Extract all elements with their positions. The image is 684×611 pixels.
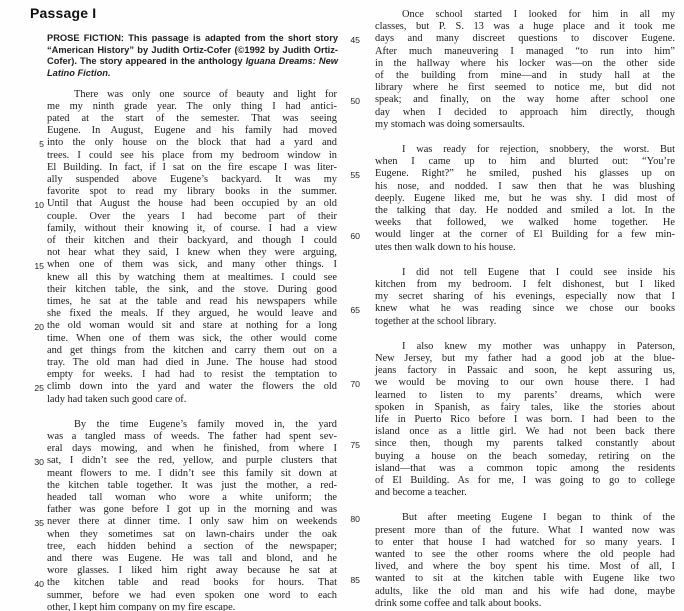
line-number: 50 bbox=[350, 96, 360, 106]
line-number bbox=[29, 369, 44, 381]
passage-line-row bbox=[346, 193, 675, 205]
passage-line-row bbox=[29, 431, 337, 443]
passage-line-row bbox=[346, 463, 675, 475]
line-number bbox=[346, 426, 360, 438]
passage-line-text: times, he sat at the table and read his newspapers while bbox=[47, 296, 337, 307]
passage-line-text: eral days mowing, and when he finished, from where I bbox=[47, 443, 337, 454]
passage-line-row bbox=[29, 492, 337, 504]
passage-line-text: the kitchen table and read books for hours. That bbox=[47, 577, 337, 588]
passage-line-row bbox=[346, 561, 675, 573]
passage-line-text: Until that August the house had been occupied by an old bbox=[47, 198, 337, 209]
line-number bbox=[346, 242, 360, 254]
line-number bbox=[346, 525, 360, 537]
passage-line-text: together at the school library. bbox=[375, 316, 497, 327]
line-number bbox=[346, 365, 360, 377]
passage-line-row bbox=[346, 181, 675, 193]
passage-line-text: and there was Eugene. He was tall and blond, and he bbox=[47, 553, 337, 564]
passage-line-text: would linger at the corner of El Building for a few min- bbox=[375, 229, 675, 240]
line-number bbox=[346, 451, 360, 463]
passage-line-text: day when I decided to approach him directly, though bbox=[375, 107, 675, 118]
passage-line-row bbox=[29, 455, 337, 468]
passage-line-text: deeply. Eugene liked me, but he was shy. I did most of bbox=[375, 193, 675, 204]
passage-line-text: I did not tell Eugene that I could see inside his bbox=[402, 267, 675, 278]
passage-line-text: of their kitchen and their backyard, and though I could bbox=[47, 235, 337, 246]
passage-line-row bbox=[29, 223, 337, 235]
passage-line-row bbox=[29, 577, 337, 590]
passage-line-row bbox=[346, 291, 675, 303]
passage-line-row bbox=[346, 353, 675, 365]
passage-line-text: weeks that followed, we walked home together. He bbox=[375, 217, 675, 228]
passage-line-text: time. When one of them was sick, the other would come bbox=[47, 333, 337, 344]
line-number: 25 bbox=[34, 383, 44, 393]
passage-line-text: kitchen from my bedroom. I felt dishonest, but I liked bbox=[375, 279, 675, 290]
line-number bbox=[29, 602, 44, 611]
passage-line-row bbox=[29, 162, 337, 174]
passage-line-text: the old woman would sit and stare at nothing for a long bbox=[47, 320, 337, 331]
line-number: 5 bbox=[39, 139, 44, 149]
passage-line-text: days and many discreet questions to discover Eugene. bbox=[375, 33, 675, 44]
line-number bbox=[346, 217, 360, 229]
passage-line-text: my stomach was doing somersaults. bbox=[375, 119, 525, 130]
passage-line-row bbox=[346, 156, 675, 168]
passage-line-text: his nose, and nodded. I saw then that he was blushing bbox=[375, 181, 675, 192]
passage-line-row bbox=[29, 602, 337, 611]
line-number bbox=[346, 487, 360, 499]
passage-line-text: El Building. In fact, if I sat on the fire escape I was liter- bbox=[47, 162, 337, 173]
passage-line-text: Once school started I looked for him in all my bbox=[402, 9, 675, 20]
line-number bbox=[346, 475, 360, 487]
passage-line-text: since then, though my parents talked constantly about bbox=[375, 438, 675, 449]
passage-line-text: utes then walk down to his house. bbox=[375, 242, 516, 253]
passage-line-row bbox=[346, 168, 675, 181]
line-number: 40 bbox=[34, 579, 44, 589]
passage-line-text: me my ninth grade year. The only thing I had antici- bbox=[47, 101, 337, 112]
intro-body-text: This passage is adapted from the short story “American History” by Judith Ortiz-Cofer (©1992 by Judith Ortiz-Cofer). The story appeared in the anthology bbox=[47, 33, 338, 66]
passage-line-row bbox=[29, 345, 337, 357]
line-number bbox=[29, 345, 44, 357]
line-number bbox=[346, 193, 360, 205]
passage-paragraph bbox=[346, 144, 675, 254]
line-number bbox=[346, 402, 360, 414]
line-number bbox=[29, 468, 44, 480]
passage-line-text: summer, before we had even spoken one word to each bbox=[47, 590, 337, 601]
line-number bbox=[29, 174, 44, 186]
passage-line-text: buying a house on the beach someday, retiring on the bbox=[375, 451, 675, 462]
passage-line-row bbox=[29, 308, 337, 320]
line-number bbox=[29, 150, 44, 162]
passage-line-row bbox=[29, 113, 337, 125]
passage-line-row bbox=[29, 394, 337, 406]
passage-line-row bbox=[29, 504, 337, 516]
passage-line-text: I was ready for rejection, snobbery, the worst. But bbox=[402, 144, 675, 155]
passage-line-text: sat, I didn’t see the red, yellow, and purple clusters that bbox=[47, 455, 337, 466]
passage-line-row bbox=[29, 553, 337, 565]
line-number: 80 bbox=[350, 514, 360, 524]
passage-line-text: couple. Over the years I had become part of their bbox=[47, 211, 337, 222]
passage-line-row bbox=[346, 242, 675, 254]
passage-line-text: never there at dinner time. I only saw him on weekends bbox=[47, 516, 337, 527]
line-number bbox=[29, 272, 44, 284]
passage-line-row bbox=[346, 512, 675, 525]
line-number bbox=[29, 284, 44, 296]
line-number bbox=[29, 223, 44, 235]
passage-line-row bbox=[29, 369, 337, 381]
passage-paragraph bbox=[346, 512, 675, 610]
line-number bbox=[346, 21, 360, 33]
passage-line-text: library where he first seemed to notice me, but did not bbox=[375, 82, 675, 93]
passage-line-text: wore glasses. I liked him right away because he sat at bbox=[47, 565, 337, 576]
line-number bbox=[29, 357, 44, 369]
line-number bbox=[346, 70, 360, 82]
line-number bbox=[29, 333, 44, 345]
line-number bbox=[29, 125, 44, 137]
passage-line-text: of the building from mine—and in study hall at the bbox=[375, 70, 675, 81]
line-number bbox=[346, 9, 360, 21]
intro-anthology-title: Iguana Dreams: New Latino Fiction. bbox=[47, 56, 338, 78]
intro-genre-label: PROSE FICTION: bbox=[47, 33, 125, 43]
passage-line-row bbox=[29, 137, 337, 150]
passage-line-text: adults, like the old man and his wife had done, maybe bbox=[375, 586, 675, 597]
passage-line-row bbox=[346, 267, 675, 279]
line-number bbox=[29, 113, 44, 125]
passage-line-text: trees. I could see his place from my bedroom window in bbox=[47, 150, 337, 161]
passage-line-row bbox=[29, 211, 337, 223]
passage-line-row bbox=[346, 217, 675, 229]
line-number bbox=[29, 565, 44, 577]
passage-line-row bbox=[346, 46, 675, 58]
passage-paragraph bbox=[346, 9, 675, 131]
line-number: 65 bbox=[350, 305, 360, 315]
passage-line-row bbox=[29, 284, 337, 296]
passage-line-text: to enter that house I had watched for so many years. I bbox=[375, 537, 675, 548]
passage-line-text: present more than of the future. What I wanted now was bbox=[375, 525, 675, 536]
passage-column-right bbox=[346, 9, 675, 610]
passage-line-row bbox=[346, 414, 675, 426]
passage-line-row bbox=[29, 272, 337, 284]
passage-line-text: lady had taken such good care of. bbox=[47, 394, 187, 405]
passage-line-row bbox=[29, 101, 337, 113]
line-number bbox=[346, 107, 360, 119]
passage-line-text: in the hallway where his locker was—on the other side bbox=[375, 58, 675, 69]
line-number bbox=[346, 181, 360, 193]
passage-line-row bbox=[346, 573, 675, 586]
line-number bbox=[29, 308, 44, 320]
passage-line-row bbox=[29, 480, 337, 492]
passage-line-text: when I came up to him and blurted out: “You’re bbox=[375, 156, 675, 167]
passage-line-text: into the only house on the block that had a yard and bbox=[47, 137, 337, 148]
line-number bbox=[29, 162, 44, 174]
line-number bbox=[346, 58, 360, 70]
passage-line-row bbox=[346, 377, 675, 390]
line-number bbox=[346, 561, 360, 573]
passage-line-row bbox=[346, 205, 675, 217]
line-number bbox=[29, 504, 44, 516]
passage-line-row bbox=[346, 279, 675, 291]
passage-line-row bbox=[346, 144, 675, 156]
passage-line-text: knew what he was reading since we chose our books bbox=[375, 303, 675, 314]
passage-line-row bbox=[29, 125, 337, 137]
line-number bbox=[29, 211, 44, 223]
passage-line-text: Eugene. In August, Eugene and his family had moved bbox=[47, 125, 337, 136]
passage-line-text: father was gone before I got up in the morning and was bbox=[47, 504, 337, 515]
passage-line-text: I also knew my mother was unhappy in Paterson, bbox=[402, 341, 675, 352]
passage-line-row bbox=[346, 82, 675, 94]
passage-line-row bbox=[29, 443, 337, 455]
passage-line-row bbox=[346, 365, 675, 377]
passage-line-text: spoken in Spanish, as fairy tales, like the stories about bbox=[375, 402, 675, 413]
line-number bbox=[29, 247, 44, 259]
passage-line-text: wanted to sit at the kitchen table with Eugene like two bbox=[375, 573, 675, 584]
passage-heading: Passage I bbox=[30, 5, 97, 21]
passage-line-row bbox=[346, 341, 675, 353]
line-number bbox=[29, 89, 44, 101]
passage-line-row bbox=[29, 516, 337, 529]
passage-line-row bbox=[346, 525, 675, 537]
line-number bbox=[29, 431, 44, 443]
passage-paragraph bbox=[346, 267, 675, 328]
line-number bbox=[29, 492, 44, 504]
line-number bbox=[346, 537, 360, 549]
passage-line-row bbox=[346, 475, 675, 487]
passage-line-text: pated at the start of the semester. That was seeing bbox=[47, 113, 337, 124]
line-number bbox=[29, 480, 44, 492]
passage-line-text: wanted to see the other rooms where the old people had bbox=[375, 549, 675, 560]
passage-line-text: meant flowers to me. I didn’t see this family sit down at bbox=[47, 468, 337, 479]
line-number bbox=[346, 463, 360, 475]
passage-paragraph bbox=[29, 419, 337, 611]
line-number bbox=[346, 82, 360, 94]
passage-line-row bbox=[346, 229, 675, 242]
passage-line-text: learned to listen to my parents’ dreams, which were bbox=[375, 390, 675, 401]
line-number bbox=[346, 353, 360, 365]
line-number: 10 bbox=[34, 200, 44, 210]
line-number bbox=[29, 394, 44, 406]
line-number: 55 bbox=[350, 170, 360, 180]
passage-line-row bbox=[346, 94, 675, 107]
line-number bbox=[29, 101, 44, 113]
passage-intro-blurb bbox=[47, 33, 338, 79]
passage-line-text: speak; and finally, on the way home after school one bbox=[375, 94, 675, 105]
line-number bbox=[346, 316, 360, 328]
passage-line-row bbox=[346, 451, 675, 463]
passage-line-text: and become a teacher. bbox=[375, 487, 467, 498]
line-number: 70 bbox=[350, 379, 360, 389]
passage-line-text: other, I kept him company on my fire escape. bbox=[47, 602, 236, 611]
passage-line-text: ally suspended above Eugene’s backyard. It was my bbox=[47, 174, 337, 185]
line-number bbox=[346, 46, 360, 58]
passage-line-text: knew all this by watching them at mealtimes. I could see bbox=[47, 272, 337, 283]
passage-line-text: when they sometimes sat on lawn-chairs under the oak bbox=[47, 529, 337, 540]
line-number bbox=[346, 144, 360, 156]
line-number bbox=[346, 598, 360, 610]
line-number bbox=[29, 186, 44, 198]
passage-line-row bbox=[29, 259, 337, 272]
line-number bbox=[29, 419, 44, 431]
passage-line-row bbox=[346, 33, 675, 46]
line-number bbox=[346, 341, 360, 353]
passage-line-text: classes, but P. S. 13 was a huge place and it took me bbox=[375, 21, 675, 32]
line-number: 20 bbox=[34, 322, 44, 332]
passage-line-row bbox=[346, 598, 675, 610]
line-number bbox=[346, 414, 360, 426]
passage-line-row bbox=[29, 186, 337, 198]
passage-line-text: the kitchen table together. It was just the mother, a red- bbox=[47, 480, 337, 491]
passage-line-row bbox=[346, 316, 675, 328]
passage-line-row bbox=[346, 390, 675, 402]
line-number bbox=[346, 586, 360, 598]
passage-line-text: drink some coffee and talk about books. bbox=[375, 598, 542, 609]
passage-line-row bbox=[346, 426, 675, 438]
passage-line-row bbox=[29, 150, 337, 162]
passage-line-row bbox=[346, 21, 675, 33]
passage-line-text: island once as a little girl. We had not been back there bbox=[375, 426, 675, 437]
passage-line-row bbox=[29, 419, 337, 431]
line-number: 45 bbox=[350, 35, 360, 45]
line-number: 75 bbox=[350, 440, 360, 450]
passage-line-row bbox=[29, 198, 337, 211]
passage-line-row bbox=[29, 296, 337, 308]
passage-line-row bbox=[29, 235, 337, 247]
passage-paragraph bbox=[29, 89, 337, 406]
line-number: 85 bbox=[350, 575, 360, 585]
line-number: 15 bbox=[34, 261, 44, 271]
passage-line-text: and get things from the kitchen and carry them out on a bbox=[47, 345, 337, 356]
passage-line-text: Eugene. Right?” he smiled, pushed his glasses up on bbox=[375, 168, 675, 179]
line-number bbox=[29, 590, 44, 602]
passage-line-text: climb down into the yard and water the flowers the old bbox=[47, 381, 337, 392]
passage-line-text: she fixed the meals. If they argued, he would leave and bbox=[47, 308, 337, 319]
passage-line-row bbox=[29, 541, 337, 553]
passage-line-row bbox=[346, 549, 675, 561]
passage-line-row bbox=[346, 107, 675, 119]
passage-column-left bbox=[29, 89, 337, 611]
passage-line-text: my secret sharing of his evenings, especially now that I bbox=[375, 291, 675, 302]
passage-line-row bbox=[29, 357, 337, 369]
line-number bbox=[346, 119, 360, 131]
passage-line-row bbox=[29, 529, 337, 541]
passage-line-text: tree, each hidden behind a section of the newspaper; bbox=[47, 541, 337, 552]
passage-line-row bbox=[346, 402, 675, 414]
passage-line-text: their kitchen table, the sink, and the stove. During good bbox=[47, 284, 337, 295]
passage-line-text: favorite spot to read my library books in the summer. bbox=[47, 186, 337, 197]
line-number bbox=[29, 553, 44, 565]
line-number bbox=[346, 549, 360, 561]
passage-line-text: not hear what they said, I knew when they were arguing, bbox=[47, 247, 337, 258]
passage-paragraph bbox=[346, 341, 675, 499]
line-number bbox=[346, 267, 360, 279]
line-number bbox=[29, 235, 44, 247]
line-number bbox=[29, 296, 44, 308]
passage-line-text: After much maneuvering I managed “to run into him” bbox=[375, 46, 675, 57]
passage-line-text: lived, and where the boy spent his time. Most of all, I bbox=[375, 561, 675, 572]
line-number bbox=[346, 390, 360, 402]
passage-line-text: was a tangled mass of weeds. The father had spent sev- bbox=[47, 431, 337, 442]
line-number: 30 bbox=[34, 457, 44, 467]
passage-line-row bbox=[346, 70, 675, 82]
passage-line-row bbox=[346, 487, 675, 499]
passage-line-text: of El Building. As for me, I was going to go to college bbox=[375, 475, 675, 486]
line-number bbox=[29, 541, 44, 553]
passage-line-text: tray. The old man had died in June. The house had stood bbox=[47, 357, 337, 368]
passage-line-row bbox=[29, 590, 337, 602]
passage-line-row bbox=[29, 247, 337, 259]
line-number bbox=[346, 205, 360, 217]
passage-line-text: when one of them was sick, and many other things. I bbox=[47, 259, 337, 270]
passage-line-text: headed tall woman who wore a white uniform; the bbox=[47, 492, 337, 503]
passage-line-row bbox=[346, 119, 675, 131]
passage-line-row bbox=[346, 438, 675, 451]
passage-line-text: jeans factory in Passaic and soon, he kept assuring us, bbox=[375, 365, 675, 376]
passage-line-text: life in Puerto Rico before I was born. I had been to the bbox=[375, 414, 675, 425]
line-number bbox=[346, 279, 360, 291]
passage-line-text: But after meeting Eugene I began to think of the bbox=[402, 512, 675, 523]
passage-line-row bbox=[346, 303, 675, 316]
passage-line-row bbox=[29, 468, 337, 480]
line-number bbox=[346, 156, 360, 168]
line-number bbox=[29, 443, 44, 455]
passage-line-text: family, without their knowing it, of course. I had a view bbox=[47, 223, 337, 234]
passage-line-row bbox=[346, 586, 675, 598]
line-number bbox=[346, 291, 360, 303]
passage-line-text: By the time Eugene’s family moved in, the yard bbox=[74, 419, 337, 430]
passage-line-text: the talking that day. He nodded and smiled a lot. In the bbox=[375, 205, 675, 216]
passage-line-row bbox=[346, 9, 675, 21]
passage-line-text: There was only one source of beauty and light for bbox=[74, 89, 337, 100]
passage-line-row bbox=[29, 333, 337, 345]
passage-line-row bbox=[29, 174, 337, 186]
passage-line-row bbox=[29, 89, 337, 101]
line-number bbox=[29, 529, 44, 541]
passage-line-text: empty for weeks. I had had to resist the temptation to bbox=[47, 369, 337, 380]
passage-line-text: we would be moving to our own house there. I had bbox=[375, 377, 675, 388]
passage-line-row bbox=[29, 565, 337, 577]
passage-line-row bbox=[346, 537, 675, 549]
line-number: 60 bbox=[350, 231, 360, 241]
passage-line-row bbox=[29, 320, 337, 333]
passage-line-row bbox=[346, 58, 675, 70]
passage-line-text: island—that was a common topic among the residents bbox=[375, 463, 675, 474]
passage-line-text: New Jersey, but my father had a good job at the blue- bbox=[375, 353, 675, 364]
passage-line-row bbox=[29, 381, 337, 394]
line-number: 35 bbox=[34, 518, 44, 528]
